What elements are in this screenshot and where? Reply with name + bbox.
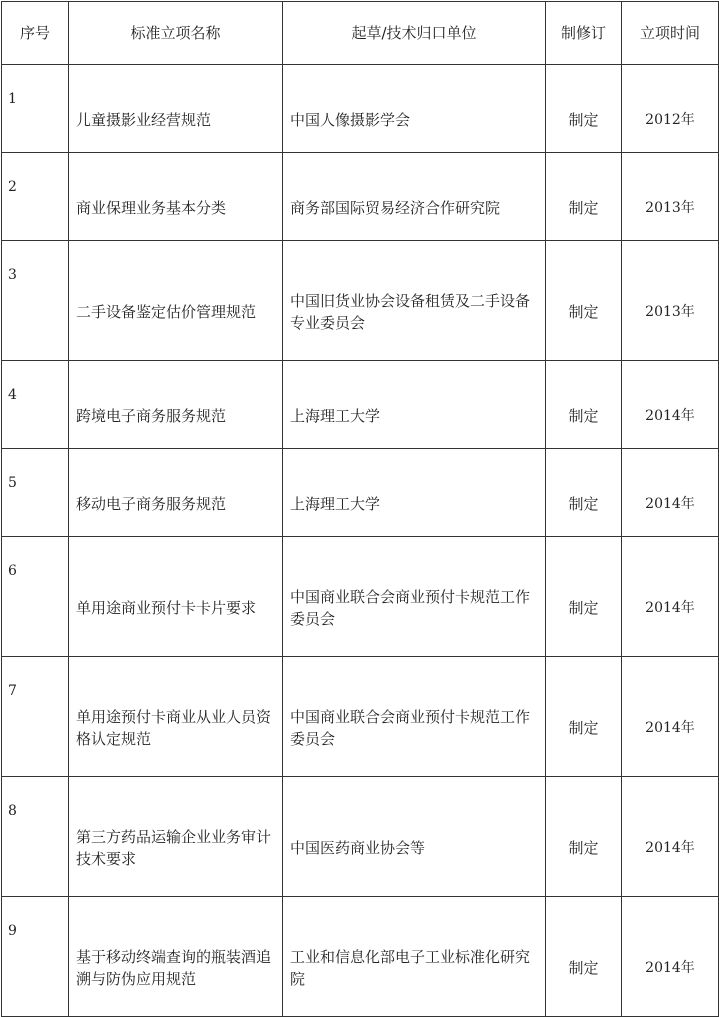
row-year bbox=[622, 153, 719, 241]
row-seq: 4 bbox=[2, 361, 69, 449]
row-name-text: 商业保理业务基本分类 bbox=[76, 198, 227, 217]
header-name: 标准立项名称 bbox=[69, 2, 283, 65]
row-type bbox=[546, 65, 622, 153]
row-year-text: 2014年 bbox=[645, 839, 695, 856]
row-name bbox=[69, 153, 283, 241]
row-seq: 9 bbox=[2, 897, 69, 1017]
row-unit bbox=[283, 657, 546, 777]
row-unit bbox=[283, 537, 546, 657]
table-row bbox=[2, 153, 719, 241]
row-name bbox=[69, 241, 283, 361]
row-type bbox=[546, 777, 622, 897]
table-row bbox=[2, 657, 719, 777]
row-name-text: 移动电子商务服务规范 bbox=[76, 494, 227, 513]
row-year-text: 2014年 bbox=[645, 407, 695, 424]
table-row bbox=[2, 241, 719, 361]
row-type-text: 制定 bbox=[568, 718, 599, 737]
row-name bbox=[69, 361, 283, 449]
header-year: 立项时间 bbox=[622, 2, 719, 65]
row-name bbox=[69, 449, 283, 537]
row-name-text: 第三方药品运输企业业务审计技术要求 bbox=[76, 827, 272, 868]
row-seq: 6 bbox=[2, 537, 69, 657]
row-unit-text: 上海理工大学 bbox=[290, 406, 381, 425]
row-unit bbox=[283, 777, 546, 897]
row-unit-text: 中国人像摄影学会 bbox=[290, 110, 411, 129]
row-type-text: 制定 bbox=[568, 838, 599, 857]
table-row bbox=[2, 897, 719, 1017]
row-unit bbox=[283, 65, 546, 153]
row-year bbox=[622, 361, 719, 449]
row-type-text: 制定 bbox=[568, 302, 599, 321]
row-year-text: 2014年 bbox=[645, 495, 695, 512]
row-type bbox=[546, 657, 622, 777]
row-year bbox=[622, 657, 719, 777]
row-year-text: 2013年 bbox=[645, 199, 695, 216]
row-unit bbox=[283, 449, 546, 537]
table-row bbox=[2, 361, 719, 449]
row-year bbox=[622, 65, 719, 153]
row-type bbox=[546, 537, 622, 657]
row-seq: 2 bbox=[2, 153, 69, 241]
row-type-text: 制定 bbox=[568, 958, 599, 977]
row-name bbox=[69, 65, 283, 153]
table-row bbox=[2, 537, 719, 657]
table-row bbox=[2, 65, 719, 153]
header-seq: 序号 bbox=[2, 2, 69, 65]
row-type-text: 制定 bbox=[568, 598, 599, 617]
row-unit-text: 工业和信息化部电子工业标准化研究院 bbox=[290, 947, 531, 988]
row-seq: 3 bbox=[2, 241, 69, 361]
row-unit bbox=[283, 153, 546, 241]
row-year-text: 2014年 bbox=[645, 959, 695, 976]
row-name bbox=[69, 777, 283, 897]
row-unit bbox=[283, 241, 546, 361]
row-year bbox=[622, 897, 719, 1017]
row-unit-text: 中国商业联合会商业预付卡规范工作委员会 bbox=[290, 707, 531, 748]
row-year bbox=[622, 241, 719, 361]
row-seq: 5 bbox=[2, 449, 69, 537]
row-year-text: 2014年 bbox=[645, 599, 695, 616]
row-unit-text: 中国商业联合会商业预付卡规范工作委员会 bbox=[290, 587, 531, 628]
row-unit bbox=[283, 897, 546, 1017]
row-seq: 7 bbox=[2, 657, 69, 777]
table-row bbox=[2, 449, 719, 537]
row-type-text: 制定 bbox=[568, 406, 599, 425]
row-seq: 1 bbox=[2, 65, 69, 153]
row-unit bbox=[283, 361, 546, 449]
standards-table bbox=[1, 1, 719, 1017]
row-name-text: 跨境电子商务服务规范 bbox=[76, 406, 227, 425]
row-name-text: 单用途商业预付卡卡片要求 bbox=[76, 598, 257, 617]
header-row bbox=[2, 2, 719, 65]
header-type: 制修订 bbox=[546, 2, 622, 65]
row-year-text: 2012年 bbox=[645, 111, 695, 128]
row-year-text: 2014年 bbox=[645, 719, 695, 736]
row-type bbox=[546, 241, 622, 361]
row-year bbox=[622, 537, 719, 657]
row-type bbox=[546, 449, 622, 537]
row-year bbox=[622, 777, 719, 897]
row-name-text: 二手设备鉴定估价管理规范 bbox=[76, 302, 257, 321]
row-type-text: 制定 bbox=[568, 110, 599, 129]
row-name-text: 单用途预付卡商业从业人员资格认定规范 bbox=[76, 707, 272, 748]
row-seq: 8 bbox=[2, 777, 69, 897]
row-type bbox=[546, 153, 622, 241]
row-name bbox=[69, 537, 283, 657]
row-unit-text: 商务部国际贸易经济合作研究院 bbox=[290, 198, 501, 217]
row-name bbox=[69, 657, 283, 777]
row-type-text: 制定 bbox=[568, 494, 599, 513]
row-year-text: 2013年 bbox=[645, 303, 695, 320]
row-unit-text: 上海理工大学 bbox=[290, 494, 381, 513]
table-row bbox=[2, 777, 719, 897]
row-type bbox=[546, 897, 622, 1017]
row-unit-text: 中国医药商业协会等 bbox=[290, 838, 426, 857]
row-name-text: 基于移动终端查询的瓶装酒追溯与防伪应用规范 bbox=[76, 947, 272, 988]
row-name-text: 儿童摄影业经营规范 bbox=[76, 110, 212, 129]
header-unit: 起草/技术归口单位 bbox=[283, 2, 546, 65]
row-type bbox=[546, 361, 622, 449]
row-type-text: 制定 bbox=[568, 198, 599, 217]
row-year bbox=[622, 449, 719, 537]
row-unit-text: 中国旧货业协会设备租赁及二手设备专业委员会 bbox=[290, 291, 531, 332]
row-name bbox=[69, 897, 283, 1017]
